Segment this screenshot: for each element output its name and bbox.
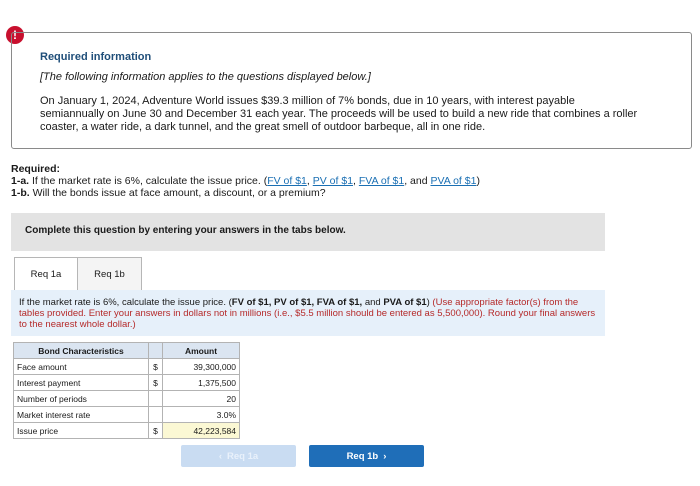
q1b-label: 1-b. [11,187,30,199]
dollar-sign: $ [149,375,163,391]
market-interest-rate-input[interactable]: 3.0% [163,407,240,423]
chevron-right-icon: › [383,450,387,462]
instr-factors: FV of $1, PV of $1, FVA of $1, [231,297,363,308]
q1a-label: 1-a. [11,175,30,187]
link-pva[interactable]: PVA of $1 [430,175,477,187]
row-label: Number of periods [14,391,149,407]
interest-payment-input[interactable]: 1,375,500 [163,375,240,391]
instr-lead: If the market rate is 6%, calculate the issue price. ( [19,297,232,308]
table-row [14,407,240,423]
tab-bar [14,257,142,290]
instr-close: ) [426,297,430,308]
tab-req-1a[interactable]: Req 1a [14,257,78,290]
required-section: Required: 1-a. If the market rate is 6%, calculate the issue price. (FV of $1, PV of $1, FVA of $1, and PVA of $1) 1-b. Will the bonds issue at face amount, a discount, or a premium? [11,163,480,199]
link-fva[interactable]: FVA of $1 [358,175,405,187]
face-amount-input[interactable]: 39,300,000 [163,359,240,375]
dollar-sign: $ [149,359,163,375]
chevron-left-icon: ‹ [218,450,222,462]
alert-icon: ! [6,26,24,44]
link-pv[interactable]: PV of $1 [312,175,354,187]
header-amount: Amount [163,343,240,359]
dollar-sign [149,407,163,423]
next-req-button[interactable] [309,445,424,467]
required-information-box [11,32,692,149]
link-fv[interactable]: FV of $1 [267,175,307,187]
instr-pva: PVA of $1 [383,297,427,308]
header-dollar [149,343,163,359]
dollar-sign [149,391,163,407]
info-note: [The following information applies to the questions displayed below.] [40,71,371,83]
row-label: Face amount [14,359,149,375]
table-row [14,375,240,391]
row-label: Interest payment [14,375,149,391]
info-body: On January 1, 2024, Adventure World issues $39.3 million of 7% bonds, due in 10 years, with interest payable semiannually on June 30 and December 31 each year. The proceeds will be used to build a new ride that combines a roller coaster, a water ride, a dark tunnel, and the great smell of outdoor barbeque, all in one ride. [40,95,638,133]
info-title: Required information [40,51,152,63]
next-label: Req 1b [346,450,379,462]
required-heading: Required: [11,163,61,175]
instructions-banner: Complete this question by entering your answers in the tabs below. [11,213,605,251]
instr-and: and [362,297,384,308]
question-instructions [11,290,605,336]
q1a-end: ) [476,175,480,187]
prev-req-button[interactable] [181,445,296,467]
table-row [14,359,240,375]
issue-price-input[interactable]: 42,223,584 [163,423,240,439]
number-of-periods-input[interactable]: 20 [163,391,240,407]
prev-label: Req 1a [227,450,259,462]
row-label: Market interest rate [14,407,149,423]
q1b-text: Will the bonds issue at face amount, a discount, or a premium? [32,187,326,199]
instr-note: (Use appropriate factor(s) from the tables provided. Enter your answers in dollars not in millions (i.e., $5.5 million should be entered as 5,500,000). Round your final answers to the nearest whole dollar.) [19,297,596,330]
table-row [14,423,240,439]
dollar-sign: $ [149,423,163,439]
table-row [14,391,240,407]
tab-req-1b[interactable]: Req 1b [78,257,142,290]
bond-table [13,342,240,439]
header-bond-characteristics: Bond Characteristics [14,343,149,359]
q1a-text: If the market rate is 6%, calculate the issue price. ( [32,175,268,187]
row-label: Issue price [14,423,149,439]
